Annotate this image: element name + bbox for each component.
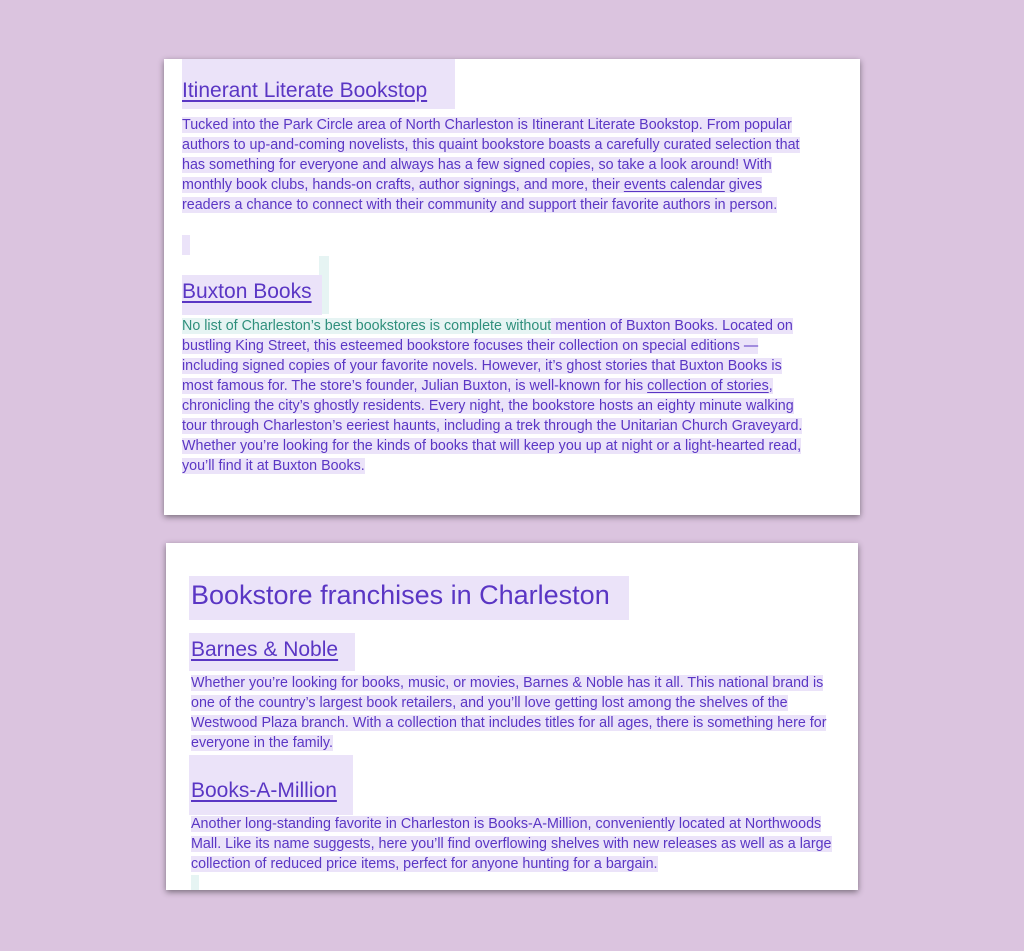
heading-itinerant-literate-bookstop[interactable]: Itinerant Literate Bookstop	[182, 79, 428, 102]
paragraph-text-end: gives readers a chance to connect with their community and support their favorite authors in person.	[182, 177, 778, 213]
paragraph-text: Whether you’re looking for books, music, or movies, Barnes & Noble has it all. This national brand is one of the country’s largest book retailers, and you’ll love getting lost among the shelves of the Westwood Plaza branch. With a collection that includes titles for all ages, there is something here for everyone in the family.	[191, 675, 827, 751]
paragraph-barnes-noble	[191, 673, 833, 753]
paragraph-text: mention of Buxton Books. Located on bustling King Street, this esteemed bookstore focuses their collection on special editions — including signed copies of your favorite novels. However, it’s ghost stories that Buxton Books is most famous for. The store’s founder, Julian Buxton, is well-known for his	[182, 318, 793, 394]
section-barnes-noble	[191, 634, 831, 666]
paragraph-itinerant-literate	[182, 115, 814, 215]
paragraph-books-a-million	[191, 814, 836, 874]
heading-barnes-noble[interactable]: Barnes & Noble	[191, 638, 339, 661]
heading-books-a-million[interactable]: Books-A-Million	[191, 779, 337, 802]
page-title: Bookstore franchises in Charleston	[191, 580, 610, 610]
highlighted-phrase: No list of Charleston’s best bookstores is complete without	[182, 318, 552, 334]
section-buxton-books	[182, 276, 822, 308]
paragraph-buxton-books	[182, 316, 816, 476]
highlight-fragment	[182, 235, 190, 255]
article-card-1	[164, 59, 860, 515]
paragraph-text: Another long-standing favorite in Charleston is Books-A-Million, conveniently located at Northwoods Mall. Like its name suggests, here you’ll find overflowing shelves with new releases as well as a large collection of reduced price items, perfect for anyone hunting for a bargain.	[191, 816, 832, 872]
paragraph-text: Tucked into the Park Circle area of North Charleston is Itinerant Literate Bookstop. From popular authors to up-and-coming novelists, this quaint bookstore boasts a carefully curated selection that has something for everyone and always has a few signed copies, so take a look around! With monthly book clubs, hands-on crafts, author signings, and more, their	[182, 117, 800, 193]
collection-of-stories-link[interactable]: collection of stories	[647, 378, 769, 394]
heading-buxton-books[interactable]: Buxton Books	[182, 280, 312, 303]
paragraph-text-end: , chronicling the city’s ghostly residents. Every night, the bookstore hosts an eighty minute walking tour through Charleston’s eeriest haunts, including a trek through the Unitarian Church Graveyard. Whether you’re looking for the kinds of books that will keep you up at night or a light-hearted read, you’ll find it at Buxton Books.	[182, 378, 803, 474]
section-books-a-million	[191, 775, 831, 807]
section-title	[191, 573, 831, 617]
section-itinerant-literate	[182, 75, 822, 107]
article-card-2	[166, 543, 858, 890]
green-highlight-fragment-2	[191, 875, 199, 890]
events-calendar-link[interactable]: events calendar	[623, 177, 725, 193]
